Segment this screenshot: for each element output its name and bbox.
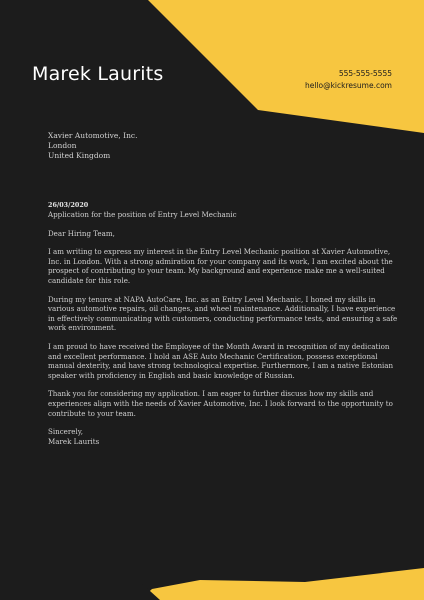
letter-body (48, 201, 398, 446)
email-address: hello@kickresume.com (304, 81, 392, 90)
phone-number: 555-555-5555 (338, 69, 392, 78)
recipient-country: United Kingdom (48, 151, 111, 160)
letter-closing-block (48, 427, 398, 446)
letter-closing: Sincerely, (48, 427, 84, 437)
contact-block (305, 68, 392, 92)
bottom-accent-shape (140, 568, 424, 600)
letter-subject: Application for the position of Entry Level Mechanic (48, 210, 237, 219)
letter-paragraph: I am proud to have received the Employee of the Month Award in recognition of my dedication and excellent performance. I hold an ASE Auto Mechanic Certification, possess exceptional manual dexterity, and have strong technological expertise. Furthermore, I am a native Estonian speaker with proficiency in English and basic knowledge of Russian. (48, 341, 394, 380)
bottom-left-dark-shape (0, 560, 160, 600)
applicant-name: Marek Laurits (32, 63, 164, 85)
letter-paragraph: Thank you for considering my application. I am eager to further discuss how my skills and experiences align with the needs of Xavier Automotive, Inc. I look forward to the opportunity to contribute to your team. (48, 389, 393, 418)
top-accent-shape (148, 0, 424, 133)
letter-paragraph: During my tenure at NAPA AutoCare, Inc. as an Entry Level Mechanic, I honed my skills in various automotive repairs, oil changes, and wheel maintenance. Additionally, I have experience in effectively communicating with customers, conducting performance tests, and ensuring a safe work environment. (48, 294, 398, 333)
letter-salutation: Dear Hiring Team, (48, 228, 115, 238)
recipient-company: Xavier Automotive, Inc. (48, 131, 138, 140)
recipient-address (48, 131, 138, 161)
letter-paragraph: I am writing to express my interest in the Entry Level Mechanic position at Xavier Automotive, Inc. in London. With a strong admiration for your company and its work, I am excited about the prospect of contributing to your team. My background and experience make me a well-suited candidate for this role. (48, 247, 393, 285)
letter-signature: Marek Laurits (48, 436, 100, 446)
recipient-city: London (48, 141, 77, 150)
letter-date: 26/03/2020 (48, 201, 89, 209)
